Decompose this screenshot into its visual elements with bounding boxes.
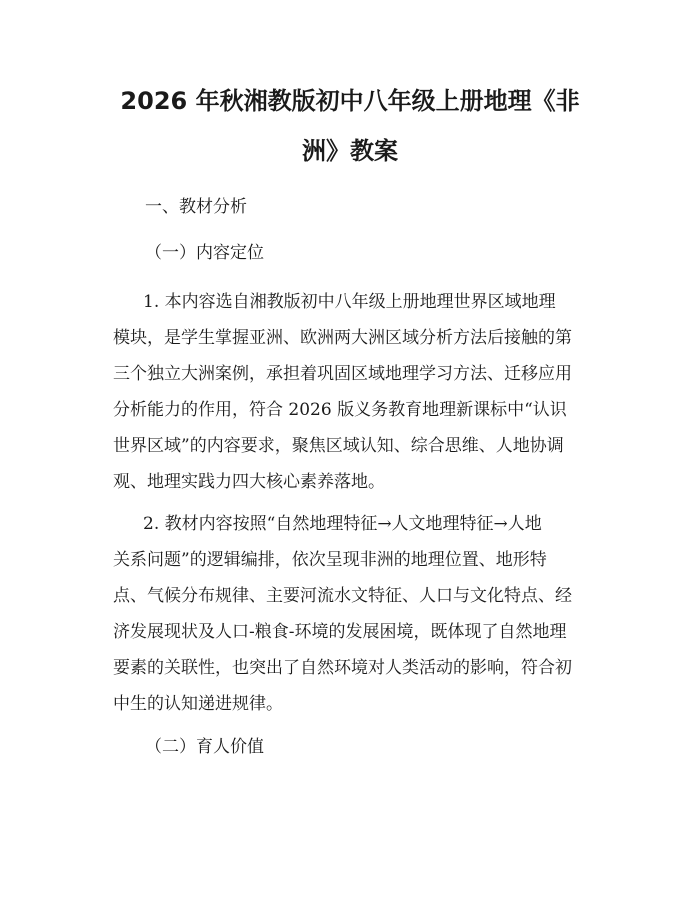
paragraph-line: 三个独立大洲案例，承担着巩固区域地理学习方法、迁移应用: [113, 364, 572, 384]
subsection-heading-content-positioning: （一）内容定位: [145, 243, 264, 263]
paragraph-line: 要素的关联性，也突出了自然环境对人类活动的影响，符合初: [113, 658, 572, 678]
paragraph-content-positioning-2: [113, 506, 593, 722]
paragraph-line: 点、气候分布规律、主要河流水文特征、人口与文化特点、经: [113, 586, 572, 606]
paragraph-line: 观、地理实践力四大核心素养落地。: [113, 472, 385, 492]
paragraph-line: 济发展现状及人口-粮食-环境的发展困境，既体现了自然地理: [113, 622, 567, 642]
document-title-line-2: 洲》教案: [302, 137, 398, 165]
paragraph-content-positioning-1: [113, 284, 593, 500]
paragraph-line: 1. 本内容选自湘教版初中八年级上册地理世界区域地理: [143, 292, 556, 312]
paragraph-line: 关系问题”的逻辑编排，依次呈现非洲的地理位置、地形特: [113, 550, 547, 570]
paragraph-line: 中生的认知递进规律。: [113, 694, 283, 714]
paragraph-line: 模块，是学生掌握亚洲、欧洲两大洲区域分析方法后接触的第: [113, 328, 572, 348]
section-heading-textbook-analysis: 一、教材分析: [145, 197, 247, 217]
paragraph-line: 分析能力的作用，符合 2026 版义务教育地理新课标中“认识: [113, 400, 567, 420]
document-title-line-1: 2026 年秋湘教版初中八年级上册地理《非: [120, 87, 580, 115]
paragraph-line: 2. 教材内容按照“自然地理特征→人文地理特征→人地: [143, 514, 542, 534]
subsection-heading-educational-value: （二）育人价值: [145, 737, 264, 757]
paragraph-line: 世界区域”的内容要求，聚焦区域认知、综合思维、人地协调: [113, 436, 564, 456]
